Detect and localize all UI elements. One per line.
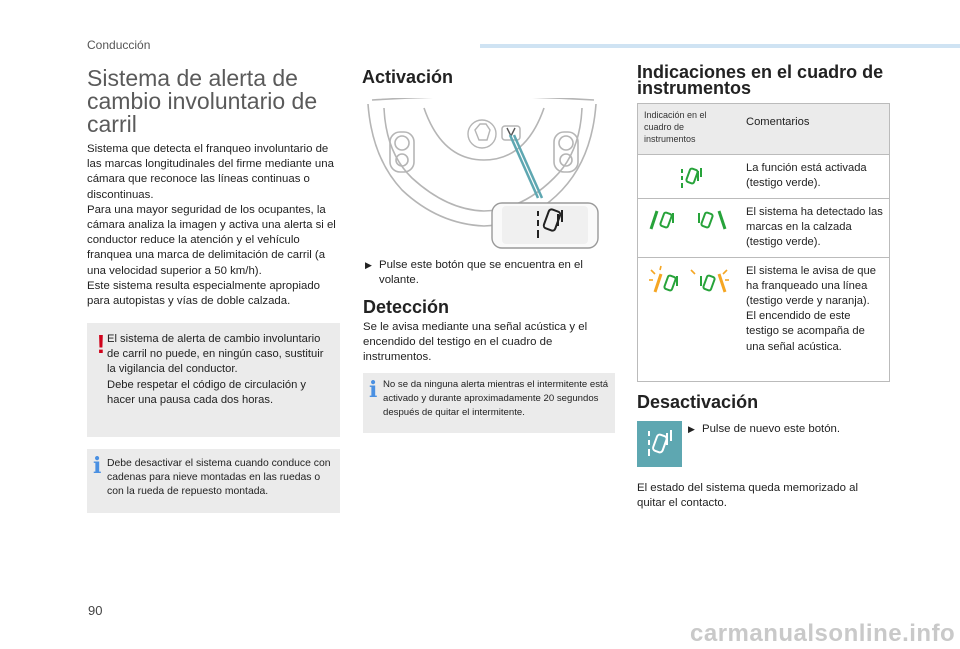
indicator-cell	[638, 199, 741, 258]
indications-heading: Indicaciones en el cuadro de instrumentos	[637, 62, 884, 98]
deactivation-step	[688, 422, 888, 437]
warning-icon: !	[96, 329, 106, 359]
detection-info-box	[363, 373, 615, 433]
deactivation-step-text: Pulse de nuevo este botón.	[702, 423, 841, 435]
info-box	[87, 449, 340, 513]
table-row	[638, 257, 890, 381]
activation-heading: Activación	[362, 67, 454, 87]
indicator-comment: La función está activada (testigo verde).	[740, 155, 890, 199]
info-icon: i	[93, 453, 102, 479]
table-header-comments: Comentarios	[740, 104, 890, 155]
warning-box	[87, 323, 340, 437]
steering-wheel-illustration	[362, 98, 602, 250]
indicator-cell	[638, 257, 741, 381]
info-icon: i	[369, 377, 378, 403]
detection-info-text: No se da ninguna alerta mientras el intermitente está activado y durante aproximadamente 20 segundos después de quitar el intermitente.	[383, 379, 609, 418]
bullet-icon: ▶	[365, 260, 372, 270]
lane-assist-active-icon	[674, 163, 704, 193]
indicator-comment: El sistema ha detectado las marcas en la calzada (testigo verde).	[740, 199, 890, 258]
bullet-icon: ▶	[688, 424, 695, 434]
deactivation-note: El estado del sistema queda memorizado al quitar el contacto.	[637, 482, 858, 510]
watermark: carmanualsonline.info	[690, 620, 956, 647]
activation-step	[365, 258, 605, 288]
page-number: 90	[88, 603, 103, 618]
table-header-indication: Indicación en el cuadro de instrumentos	[638, 104, 741, 155]
detection-text: Se le avisa mediante una señal acústica y el encendido del testigo en el cuadro de instrumentos.	[363, 321, 588, 364]
indicator-comment: El sistema le avisa de que ha franqueado una línea (testigo verde y naranja). El encendido de este testigo se acompaña de una señal acústica.	[740, 257, 890, 381]
lane-crossed-alert-icons	[647, 264, 731, 298]
header-bar	[480, 44, 960, 48]
table-row	[638, 199, 890, 258]
detection-heading: Detección	[363, 297, 450, 317]
intro-text: Sistema que detecta el franqueo involuntario de las marcas longitudinales del firme mediante una cámara que reconoce las líneas continuas o discontinuas. Para una mayor seguridad de los ocupantes, la cámara analiza la imagen y activa una alerta si el conductor reduce la atención y el vehículo franquea una marca de delimitación de carril (a una velocidad superior a 50 km/h). Este sistema resulta especialmente apropiado para autopistas y vías de doble calzada.	[87, 143, 336, 308]
info-text: Debe desactivar el sistema cuando conduce con cadenas para nieve montadas en las ruedas o con la rueda de repuesto montada.	[107, 458, 331, 497]
lane-assist-button-icon	[637, 421, 682, 467]
lane-detected-icons	[647, 205, 731, 235]
warning-text: El sistema de alerta de cambio involuntario de carril no puede, en ningún caso, sustituir la vigilancia del conductor. Debe respetar el código de circulación y hacer una pausa cada dos horas.	[107, 333, 324, 406]
page-title: Sistema de alerta de cambio involuntario de carril	[87, 65, 318, 137]
section-label: Conducción	[87, 38, 151, 52]
table-row	[638, 155, 890, 199]
indications-table	[637, 103, 890, 382]
indicator-cell	[638, 155, 741, 199]
deactivation-heading: Desactivación	[637, 392, 759, 412]
activation-step-text: Pulse este botón que se encuentra en el volante.	[379, 259, 583, 286]
